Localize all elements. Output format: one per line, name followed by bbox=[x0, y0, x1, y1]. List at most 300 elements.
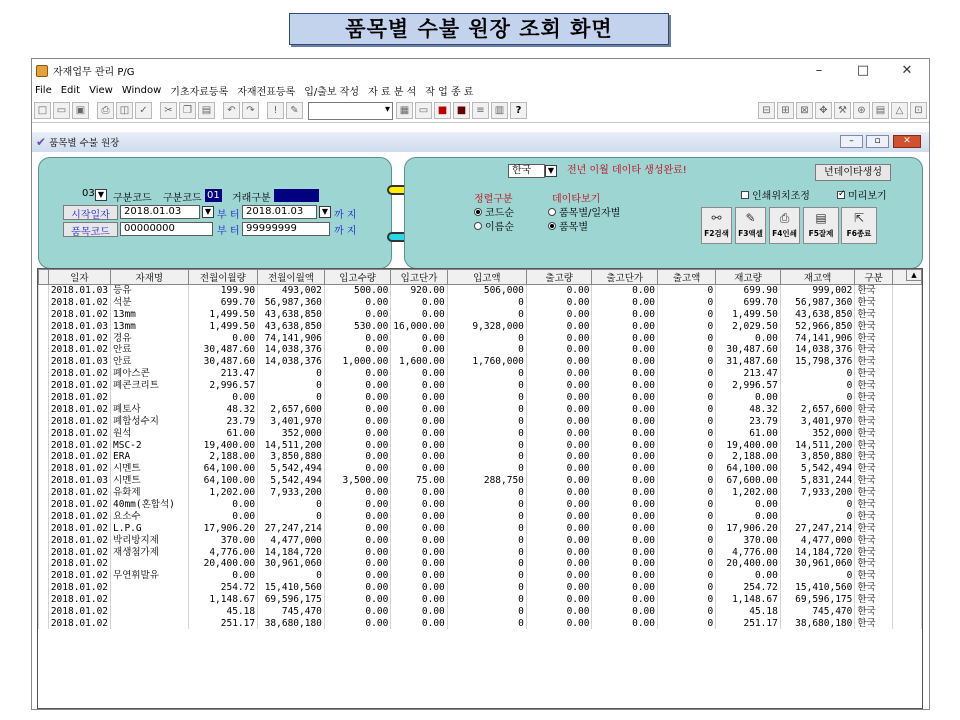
table-cell[interactable]: 한국 bbox=[855, 344, 892, 356]
table-cell[interactable]: 27,247,214 bbox=[258, 522, 325, 534]
table-cell[interactable]: 한국 bbox=[855, 403, 892, 415]
table-cell[interactable]: 0 bbox=[658, 475, 716, 487]
table-cell[interactable] bbox=[111, 606, 189, 618]
table-cell[interactable]: 0 bbox=[658, 439, 716, 451]
table-cell[interactable]: 0 bbox=[258, 570, 325, 582]
table-cell[interactable]: 2018.01.02 bbox=[48, 332, 110, 344]
table-cell[interactable]: 0 bbox=[658, 534, 716, 546]
table-cell[interactable]: 2,657,600 bbox=[258, 403, 325, 415]
table-cell[interactable]: 0.00 bbox=[526, 344, 592, 356]
table-cell[interactable]: 한국 bbox=[855, 380, 892, 392]
table-cell[interactable]: 0.00 bbox=[526, 356, 592, 368]
table-cell[interactable]: 30,487.60 bbox=[716, 344, 781, 356]
menu-view[interactable]: View bbox=[89, 85, 113, 96]
table-cell[interactable]: 14,038,376 bbox=[258, 356, 325, 368]
menu-exit[interactable]: 작 업 종 료 bbox=[425, 87, 474, 98]
table-cell[interactable]: 0.00 bbox=[526, 451, 592, 463]
print-position-checkbox[interactable]: 인쇄위치조정 bbox=[741, 187, 810, 202]
table-cell[interactable]: 27,247,214 bbox=[780, 522, 855, 534]
table-row[interactable] bbox=[39, 617, 922, 629]
table-cell[interactable]: 4,776.00 bbox=[188, 546, 258, 558]
table-cell[interactable]: 0 bbox=[658, 582, 716, 594]
table-cell[interactable]: 31,487.60 bbox=[716, 356, 781, 368]
column-header[interactable]: 전월이월량 bbox=[188, 270, 258, 285]
table-cell[interactable]: 0.00 bbox=[526, 594, 592, 606]
table-cell[interactable]: 0.00 bbox=[716, 392, 781, 404]
table-cell[interactable]: 2018.01.03 bbox=[48, 475, 110, 487]
table-row[interactable] bbox=[39, 451, 922, 463]
table-cell[interactable]: 0.00 bbox=[391, 570, 447, 582]
item-code-button[interactable]: 품목코드 bbox=[63, 222, 118, 237]
edit-icon[interactable]: ✎ bbox=[286, 102, 303, 119]
table-cell[interactable]: 0.00 bbox=[592, 487, 658, 499]
table-cell[interactable]: 0.00 bbox=[324, 403, 390, 415]
table-cell[interactable]: 0.00 bbox=[391, 368, 447, 380]
copy-icon[interactable]: ❐ bbox=[179, 102, 196, 119]
column-header[interactable]: 구분 bbox=[855, 270, 892, 285]
table-cell[interactable]: 0 bbox=[780, 392, 855, 404]
table-cell[interactable]: L.P.G bbox=[111, 522, 189, 534]
table-cell[interactable]: 15,410,560 bbox=[258, 582, 325, 594]
table-cell[interactable]: 52,966,850 bbox=[780, 320, 855, 332]
table-cell[interactable]: 0.00 bbox=[592, 475, 658, 487]
table-cell[interactable]: 한국 bbox=[855, 522, 892, 534]
save-icon[interactable]: ▣ bbox=[72, 102, 89, 119]
table-row[interactable] bbox=[39, 475, 922, 487]
table-cell[interactable]: 폐콘크리트 bbox=[111, 380, 189, 392]
table-cell[interactable]: 2018.01.02 bbox=[48, 296, 110, 308]
table-cell[interactable]: 61.00 bbox=[188, 427, 258, 439]
table-cell[interactable]: 0.00 bbox=[324, 463, 390, 475]
table-cell[interactable]: 0.00 bbox=[592, 546, 658, 558]
table-cell[interactable]: 2018.01.02 bbox=[48, 463, 110, 475]
table-cell[interactable]: 0.00 bbox=[592, 451, 658, 463]
table-cell[interactable]: 43,638,850 bbox=[258, 320, 325, 332]
table-cell[interactable]: 0 bbox=[658, 617, 716, 629]
table-cell[interactable]: 0.00 bbox=[526, 332, 592, 344]
list-icon[interactable]: ≡ bbox=[472, 102, 489, 119]
table-cell[interactable]: 4,477,000 bbox=[780, 534, 855, 546]
table-cell[interactable]: 0 bbox=[258, 380, 325, 392]
table-cell[interactable]: 74,141,906 bbox=[258, 332, 325, 344]
table-cell[interactable]: 2018.01.02 bbox=[48, 439, 110, 451]
table-cell[interactable]: 48.32 bbox=[188, 403, 258, 415]
table-cell[interactable]: 시멘트 bbox=[111, 475, 189, 487]
table-cell[interactable]: 7,933,200 bbox=[780, 487, 855, 499]
sort-option-code[interactable]: 코드순 bbox=[474, 204, 514, 219]
seq-select[interactable]: 03 bbox=[79, 188, 111, 202]
table-cell[interactable]: 0 bbox=[658, 427, 716, 439]
table-row[interactable] bbox=[39, 570, 922, 582]
table-cell[interactable]: 352,000 bbox=[258, 427, 325, 439]
table-cell[interactable]: 한국 bbox=[855, 427, 892, 439]
table-row[interactable] bbox=[39, 546, 922, 558]
table-cell[interactable]: 0.00 bbox=[592, 356, 658, 368]
table-cell[interactable]: 61.00 bbox=[716, 427, 781, 439]
chevron-down-icon[interactable]: ▼ bbox=[319, 206, 331, 218]
table-cell[interactable]: 0.00 bbox=[526, 320, 592, 332]
table-cell[interactable]: 0 bbox=[658, 570, 716, 582]
table-cell[interactable]: 67,600.00 bbox=[716, 475, 781, 487]
table-cell[interactable]: 69,596,175 bbox=[780, 594, 855, 606]
table-cell[interactable]: 352,000 bbox=[780, 427, 855, 439]
table-cell[interactable]: 0.00 bbox=[391, 558, 447, 570]
table-cell[interactable]: 0 bbox=[447, 332, 526, 344]
table-cell[interactable]: 920.00 bbox=[391, 285, 447, 297]
table-cell[interactable]: 1,760,000 bbox=[447, 356, 526, 368]
f4-print-button[interactable]: ⎙ F4인쇄 bbox=[769, 207, 800, 244]
table-cell[interactable]: 5,542,494 bbox=[258, 463, 325, 475]
table-cell[interactable]: 0 bbox=[658, 285, 716, 297]
column-header[interactable]: 재고량 bbox=[716, 270, 781, 285]
table-cell[interactable]: 0 bbox=[658, 332, 716, 344]
table-cell[interactable]: 한국 bbox=[855, 415, 892, 427]
minimize-button[interactable]: – bbox=[815, 63, 823, 78]
table-cell[interactable]: 0 bbox=[447, 617, 526, 629]
start-date-input[interactable]: 2018.01.03 bbox=[120, 205, 200, 219]
table-cell[interactable]: 0.00 bbox=[391, 392, 447, 404]
table-cell[interactable]: 0.00 bbox=[526, 499, 592, 511]
table-cell[interactable]: 14,511,200 bbox=[258, 439, 325, 451]
table-cell[interactable]: 0.00 bbox=[526, 487, 592, 499]
menu-io-report[interactable]: 입/출보 작성 bbox=[304, 87, 360, 98]
table-cell[interactable]: 0 bbox=[447, 522, 526, 534]
table-cell[interactable]: 0.00 bbox=[324, 380, 390, 392]
table-cell[interactable]: 0.00 bbox=[526, 415, 592, 427]
table-cell[interactable]: 0.00 bbox=[324, 308, 390, 320]
table-cell[interactable]: 0 bbox=[258, 392, 325, 404]
table-cell[interactable]: 0.00 bbox=[391, 380, 447, 392]
table-cell[interactable]: 3,401,970 bbox=[780, 415, 855, 427]
table-cell[interactable]: 안료 bbox=[111, 344, 189, 356]
table-cell[interactable]: 0.00 bbox=[592, 558, 658, 570]
table-cell[interactable] bbox=[111, 558, 189, 570]
f6-exit-button[interactable]: ⇱ F6종료 bbox=[841, 207, 877, 244]
table-cell[interactable]: 75.00 bbox=[391, 475, 447, 487]
table-cell[interactable]: 0.00 bbox=[324, 427, 390, 439]
table-cell[interactable]: 등유 bbox=[111, 285, 189, 297]
table-cell[interactable]: 0 bbox=[447, 499, 526, 511]
table-cell[interactable]: 한국 bbox=[855, 570, 892, 582]
print-preview-icon[interactable]: ◫ bbox=[116, 102, 133, 119]
table-cell[interactable]: 0 bbox=[658, 546, 716, 558]
table-cell[interactable]: 한국 bbox=[855, 451, 892, 463]
table-cell[interactable]: 2018.01.02 bbox=[48, 415, 110, 427]
table-cell[interactable]: 안료 bbox=[111, 356, 189, 368]
maximize-button[interactable]: □ bbox=[856, 63, 870, 78]
table-cell[interactable]: 0 bbox=[447, 510, 526, 522]
table-cell[interactable]: 0.00 bbox=[592, 403, 658, 415]
table-row[interactable] bbox=[39, 296, 922, 308]
table-cell[interactable]: 745,470 bbox=[258, 606, 325, 618]
table-cell[interactable]: 0 bbox=[447, 487, 526, 499]
table-cell[interactable]: 한국 bbox=[855, 594, 892, 606]
table-row[interactable] bbox=[39, 344, 922, 356]
table-cell[interactable]: 0 bbox=[658, 510, 716, 522]
table-cell[interactable]: 14,184,720 bbox=[780, 546, 855, 558]
table-cell[interactable]: 0.00 bbox=[391, 463, 447, 475]
table-cell[interactable]: 0.00 bbox=[526, 392, 592, 404]
scroll-up-icon[interactable]: ▲ bbox=[906, 269, 922, 281]
table-cell[interactable]: 0.00 bbox=[391, 617, 447, 629]
table-row[interactable] bbox=[39, 320, 922, 332]
table-cell[interactable]: 유화제 bbox=[111, 487, 189, 499]
table-cell[interactable]: 0.00 bbox=[592, 594, 658, 606]
close-button[interactable]: ✕ bbox=[901, 63, 913, 78]
table-cell[interactable]: 0.00 bbox=[592, 606, 658, 618]
table-cell[interactable]: 0.00 bbox=[592, 534, 658, 546]
table-cell[interactable]: 3,850,880 bbox=[258, 451, 325, 463]
tool-g-icon[interactable]: ▤ bbox=[872, 102, 889, 119]
table-cell[interactable]: 5,542,494 bbox=[258, 475, 325, 487]
table-cell[interactable]: 745,470 bbox=[780, 606, 855, 618]
table-cell[interactable]: 0.00 bbox=[391, 308, 447, 320]
table-cell[interactable]: 2,996.57 bbox=[716, 380, 781, 392]
table-cell[interactable]: 0.00 bbox=[526, 285, 592, 297]
table-cell[interactable]: 0.00 bbox=[188, 510, 258, 522]
country-select[interactable]: 한국 bbox=[508, 164, 545, 178]
table-cell[interactable]: 370.00 bbox=[716, 534, 781, 546]
tool-c-icon[interactable]: ⊠ bbox=[796, 102, 813, 119]
table-row[interactable] bbox=[39, 308, 922, 320]
table-cell[interactable]: 0.00 bbox=[324, 415, 390, 427]
table-cell[interactable]: 251.17 bbox=[716, 617, 781, 629]
table-cell[interactable]: 2018.01.02 bbox=[48, 570, 110, 582]
table-cell[interactable]: 0.00 bbox=[391, 344, 447, 356]
table-cell[interactable]: 0 bbox=[447, 403, 526, 415]
table-row[interactable] bbox=[39, 439, 922, 451]
ledger-grid[interactable] bbox=[37, 268, 923, 709]
table-cell[interactable]: 0.00 bbox=[592, 368, 658, 380]
table-cell[interactable]: 0.00 bbox=[716, 510, 781, 522]
table-cell[interactable]: 74,141,906 bbox=[780, 332, 855, 344]
table-cell[interactable]: 20,400.00 bbox=[716, 558, 781, 570]
table-cell[interactable]: 0 bbox=[658, 308, 716, 320]
column-header[interactable]: 자재명 bbox=[111, 270, 189, 285]
table-cell[interactable]: 0 bbox=[447, 380, 526, 392]
table-cell[interactable]: 0 bbox=[658, 451, 716, 463]
table-cell[interactable]: 0.00 bbox=[592, 427, 658, 439]
f3-excel-button[interactable]: ✎ F3액셀 bbox=[735, 207, 766, 244]
table-cell[interactable]: 한국 bbox=[855, 320, 892, 332]
table-cell[interactable]: 14,511,200 bbox=[780, 439, 855, 451]
table-cell[interactable]: 23.79 bbox=[716, 415, 781, 427]
table-cell[interactable]: 0.00 bbox=[716, 332, 781, 344]
table-cell[interactable]: 2018.01.02 bbox=[48, 558, 110, 570]
table-cell[interactable]: 경유 bbox=[111, 332, 189, 344]
table-cell[interactable]: 0 bbox=[258, 510, 325, 522]
column-header[interactable]: 입고수량 bbox=[324, 270, 390, 285]
item-code-to-input[interactable]: 99999999 bbox=[242, 222, 330, 236]
menu-analysis[interactable]: 자 료 분 석 bbox=[368, 87, 417, 98]
window-icon[interactable]: ▭ bbox=[415, 102, 432, 119]
table-cell[interactable]: 38,680,180 bbox=[258, 617, 325, 629]
table-cell[interactable]: 0.00 bbox=[391, 332, 447, 344]
column-header[interactable]: 출고량 bbox=[526, 270, 592, 285]
table-cell[interactable]: 0 bbox=[658, 296, 716, 308]
table-cell[interactable]: 370.00 bbox=[188, 534, 258, 546]
table-cell[interactable]: 64,100.00 bbox=[716, 463, 781, 475]
menu-slip-entry[interactable]: 자재전표등록 bbox=[237, 87, 296, 98]
table-cell[interactable]: 0.00 bbox=[324, 510, 390, 522]
table-cell[interactable]: 3,500.00 bbox=[324, 475, 390, 487]
table-cell[interactable]: 한국 bbox=[855, 487, 892, 499]
table-cell[interactable]: 0.00 bbox=[324, 522, 390, 534]
table-cell[interactable]: 0 bbox=[658, 606, 716, 618]
table-cell[interactable]: 2018.01.02 bbox=[48, 380, 110, 392]
table-cell[interactable]: 2018.01.02 bbox=[48, 582, 110, 594]
chevron-down-icon[interactable]: ▼ bbox=[202, 206, 214, 218]
table-cell[interactable]: 0.00 bbox=[324, 546, 390, 558]
table-cell[interactable]: 0.00 bbox=[526, 510, 592, 522]
app-a-icon[interactable]: ■ bbox=[434, 102, 451, 119]
table-cell[interactable]: 0.00 bbox=[526, 403, 592, 415]
table-cell[interactable]: 한국 bbox=[855, 617, 892, 629]
table-cell[interactable]: 699.70 bbox=[716, 296, 781, 308]
table-cell[interactable]: 0.00 bbox=[526, 522, 592, 534]
sort-option-name[interactable]: 이름순 bbox=[474, 218, 514, 233]
table-cell[interactable]: 0 bbox=[658, 403, 716, 415]
tool-b-icon[interactable]: ⊞ bbox=[777, 102, 794, 119]
table-cell[interactable]: 0.00 bbox=[526, 368, 592, 380]
chart-icon[interactable]: ▥ bbox=[491, 102, 508, 119]
table-cell[interactable]: 한국 bbox=[855, 582, 892, 594]
table-cell[interactable]: 0.00 bbox=[526, 617, 592, 629]
table-cell[interactable]: 15,410,560 bbox=[780, 582, 855, 594]
table-cell[interactable]: 0 bbox=[658, 487, 716, 499]
table-row[interactable] bbox=[39, 606, 922, 618]
table-cell[interactable]: 폐토사 bbox=[111, 403, 189, 415]
table-cell[interactable]: 2018.01.02 bbox=[48, 534, 110, 546]
table-cell[interactable]: 폐아스콘 bbox=[111, 368, 189, 380]
table-cell[interactable]: 2018.01.03 bbox=[48, 356, 110, 368]
table-cell[interactable]: 0 bbox=[447, 427, 526, 439]
open-folder-icon[interactable]: ▭ bbox=[53, 102, 70, 119]
table-row[interactable] bbox=[39, 594, 922, 606]
table-cell[interactable]: 0.00 bbox=[592, 570, 658, 582]
view-option-item[interactable]: 품목별 bbox=[548, 218, 588, 233]
print-icon[interactable]: ⎙ bbox=[97, 102, 114, 119]
table-cell[interactable]: 2018.01.02 bbox=[48, 344, 110, 356]
table-cell[interactable]: 0.00 bbox=[324, 296, 390, 308]
table-cell[interactable]: 0 bbox=[258, 368, 325, 380]
table-cell[interactable]: 0.00 bbox=[526, 606, 592, 618]
table-cell[interactable]: 0.00 bbox=[324, 392, 390, 404]
table-cell[interactable]: 30,961,060 bbox=[258, 558, 325, 570]
table-cell[interactable]: 0 bbox=[447, 570, 526, 582]
table-cell[interactable]: 0.00 bbox=[391, 296, 447, 308]
table-cell[interactable]: 0.00 bbox=[324, 534, 390, 546]
table-cell[interactable]: 699.70 bbox=[188, 296, 258, 308]
table-cell[interactable]: 0.00 bbox=[526, 570, 592, 582]
table-cell[interactable]: 0.00 bbox=[592, 308, 658, 320]
table-cell[interactable]: 0.00 bbox=[716, 570, 781, 582]
doc-restore-button[interactable]: ▫ bbox=[866, 135, 889, 148]
table-cell[interactable]: 0.00 bbox=[592, 617, 658, 629]
table-cell[interactable]: 0 bbox=[658, 558, 716, 570]
new-doc-icon[interactable]: □ bbox=[34, 102, 51, 119]
table-cell[interactable]: 한국 bbox=[855, 606, 892, 618]
table-cell[interactable]: 0 bbox=[658, 415, 716, 427]
table-cell[interactable]: 0 bbox=[658, 380, 716, 392]
table-row[interactable] bbox=[39, 522, 922, 534]
table-cell[interactable]: 500.00 bbox=[324, 285, 390, 297]
table-cell[interactable]: 0.00 bbox=[526, 546, 592, 558]
menu-master-data[interactable]: 기초자료등록 bbox=[170, 87, 229, 98]
table-cell[interactable]: 0.00 bbox=[391, 403, 447, 415]
table-cell[interactable] bbox=[111, 392, 189, 404]
table-cell[interactable]: 0.00 bbox=[526, 475, 592, 487]
table-cell[interactable]: 0.00 bbox=[592, 380, 658, 392]
tool-h-icon[interactable]: △ bbox=[891, 102, 908, 119]
table-row[interactable] bbox=[39, 463, 922, 475]
table-cell[interactable]: 2018.01.03 bbox=[48, 320, 110, 332]
table-cell[interactable]: 0.00 bbox=[324, 499, 390, 511]
table-cell[interactable]: 0.00 bbox=[324, 439, 390, 451]
table-cell[interactable]: 0 bbox=[658, 463, 716, 475]
table-cell[interactable]: 석분 bbox=[111, 296, 189, 308]
paste-icon[interactable]: ▤ bbox=[198, 102, 215, 119]
table-cell[interactable]: 0.00 bbox=[592, 285, 658, 297]
table-cell[interactable]: 한국 bbox=[855, 463, 892, 475]
table-icon[interactable]: ▦ bbox=[396, 102, 413, 119]
table-cell[interactable]: 2018.01.02 bbox=[48, 403, 110, 415]
table-cell[interactable]: 0.00 bbox=[592, 463, 658, 475]
table-cell[interactable]: 0.00 bbox=[526, 439, 592, 451]
table-cell[interactable]: 0.00 bbox=[526, 308, 592, 320]
table-cell[interactable]: 0.00 bbox=[526, 296, 592, 308]
table-cell[interactable]: 40mm(혼합석) bbox=[111, 499, 189, 511]
table-cell[interactable]: 0 bbox=[447, 415, 526, 427]
table-cell[interactable]: 0.00 bbox=[526, 558, 592, 570]
table-cell[interactable]: 0.00 bbox=[526, 380, 592, 392]
table-cell[interactable]: 0 bbox=[658, 522, 716, 534]
table-cell[interactable]: 1,202.00 bbox=[716, 487, 781, 499]
table-cell[interactable]: 17,906.20 bbox=[188, 522, 258, 534]
table-cell[interactable] bbox=[111, 594, 189, 606]
table-cell[interactable]: 2018.01.02 bbox=[48, 606, 110, 618]
table-cell[interactable]: 한국 bbox=[855, 475, 892, 487]
table-cell[interactable]: 한국 bbox=[855, 392, 892, 404]
table-cell[interactable]: 2018.01.02 bbox=[48, 487, 110, 499]
table-cell[interactable]: 1,148.67 bbox=[188, 594, 258, 606]
tool-i-icon[interactable]: ⊡ bbox=[910, 102, 927, 119]
table-cell[interactable]: 2018.01.02 bbox=[48, 546, 110, 558]
table-row[interactable] bbox=[39, 427, 922, 439]
table-cell[interactable]: 7,933,200 bbox=[258, 487, 325, 499]
chevron-down-icon[interactable]: ▼ bbox=[95, 189, 107, 201]
table-cell[interactable]: 20,400.00 bbox=[188, 558, 258, 570]
table-cell[interactable]: 2018.01.02 bbox=[48, 522, 110, 534]
table-cell[interactable]: 0.00 bbox=[391, 499, 447, 511]
table-cell[interactable]: 0 bbox=[447, 463, 526, 475]
table-cell[interactable]: 0 bbox=[447, 344, 526, 356]
table-cell[interactable]: 14,184,720 bbox=[258, 546, 325, 558]
f5-save-button[interactable]: ▤ F5잘제 bbox=[803, 207, 839, 244]
table-cell[interactable]: 한국 bbox=[855, 499, 892, 511]
app-b-icon[interactable]: ■ bbox=[453, 102, 470, 119]
table-cell[interactable]: 0.00 bbox=[592, 320, 658, 332]
table-cell[interactable]: 0.00 bbox=[592, 510, 658, 522]
column-header[interactable]: 재고액 bbox=[780, 270, 855, 285]
table-cell[interactable]: 2018.01.02 bbox=[48, 499, 110, 511]
table-cell[interactable]: 493,002 bbox=[258, 285, 325, 297]
table-cell[interactable]: 0 bbox=[447, 308, 526, 320]
table-cell[interactable]: 한국 bbox=[855, 439, 892, 451]
table-cell[interactable]: 0.00 bbox=[391, 451, 447, 463]
table-cell[interactable]: 0.00 bbox=[391, 594, 447, 606]
table-cell[interactable]: 14,038,376 bbox=[780, 344, 855, 356]
